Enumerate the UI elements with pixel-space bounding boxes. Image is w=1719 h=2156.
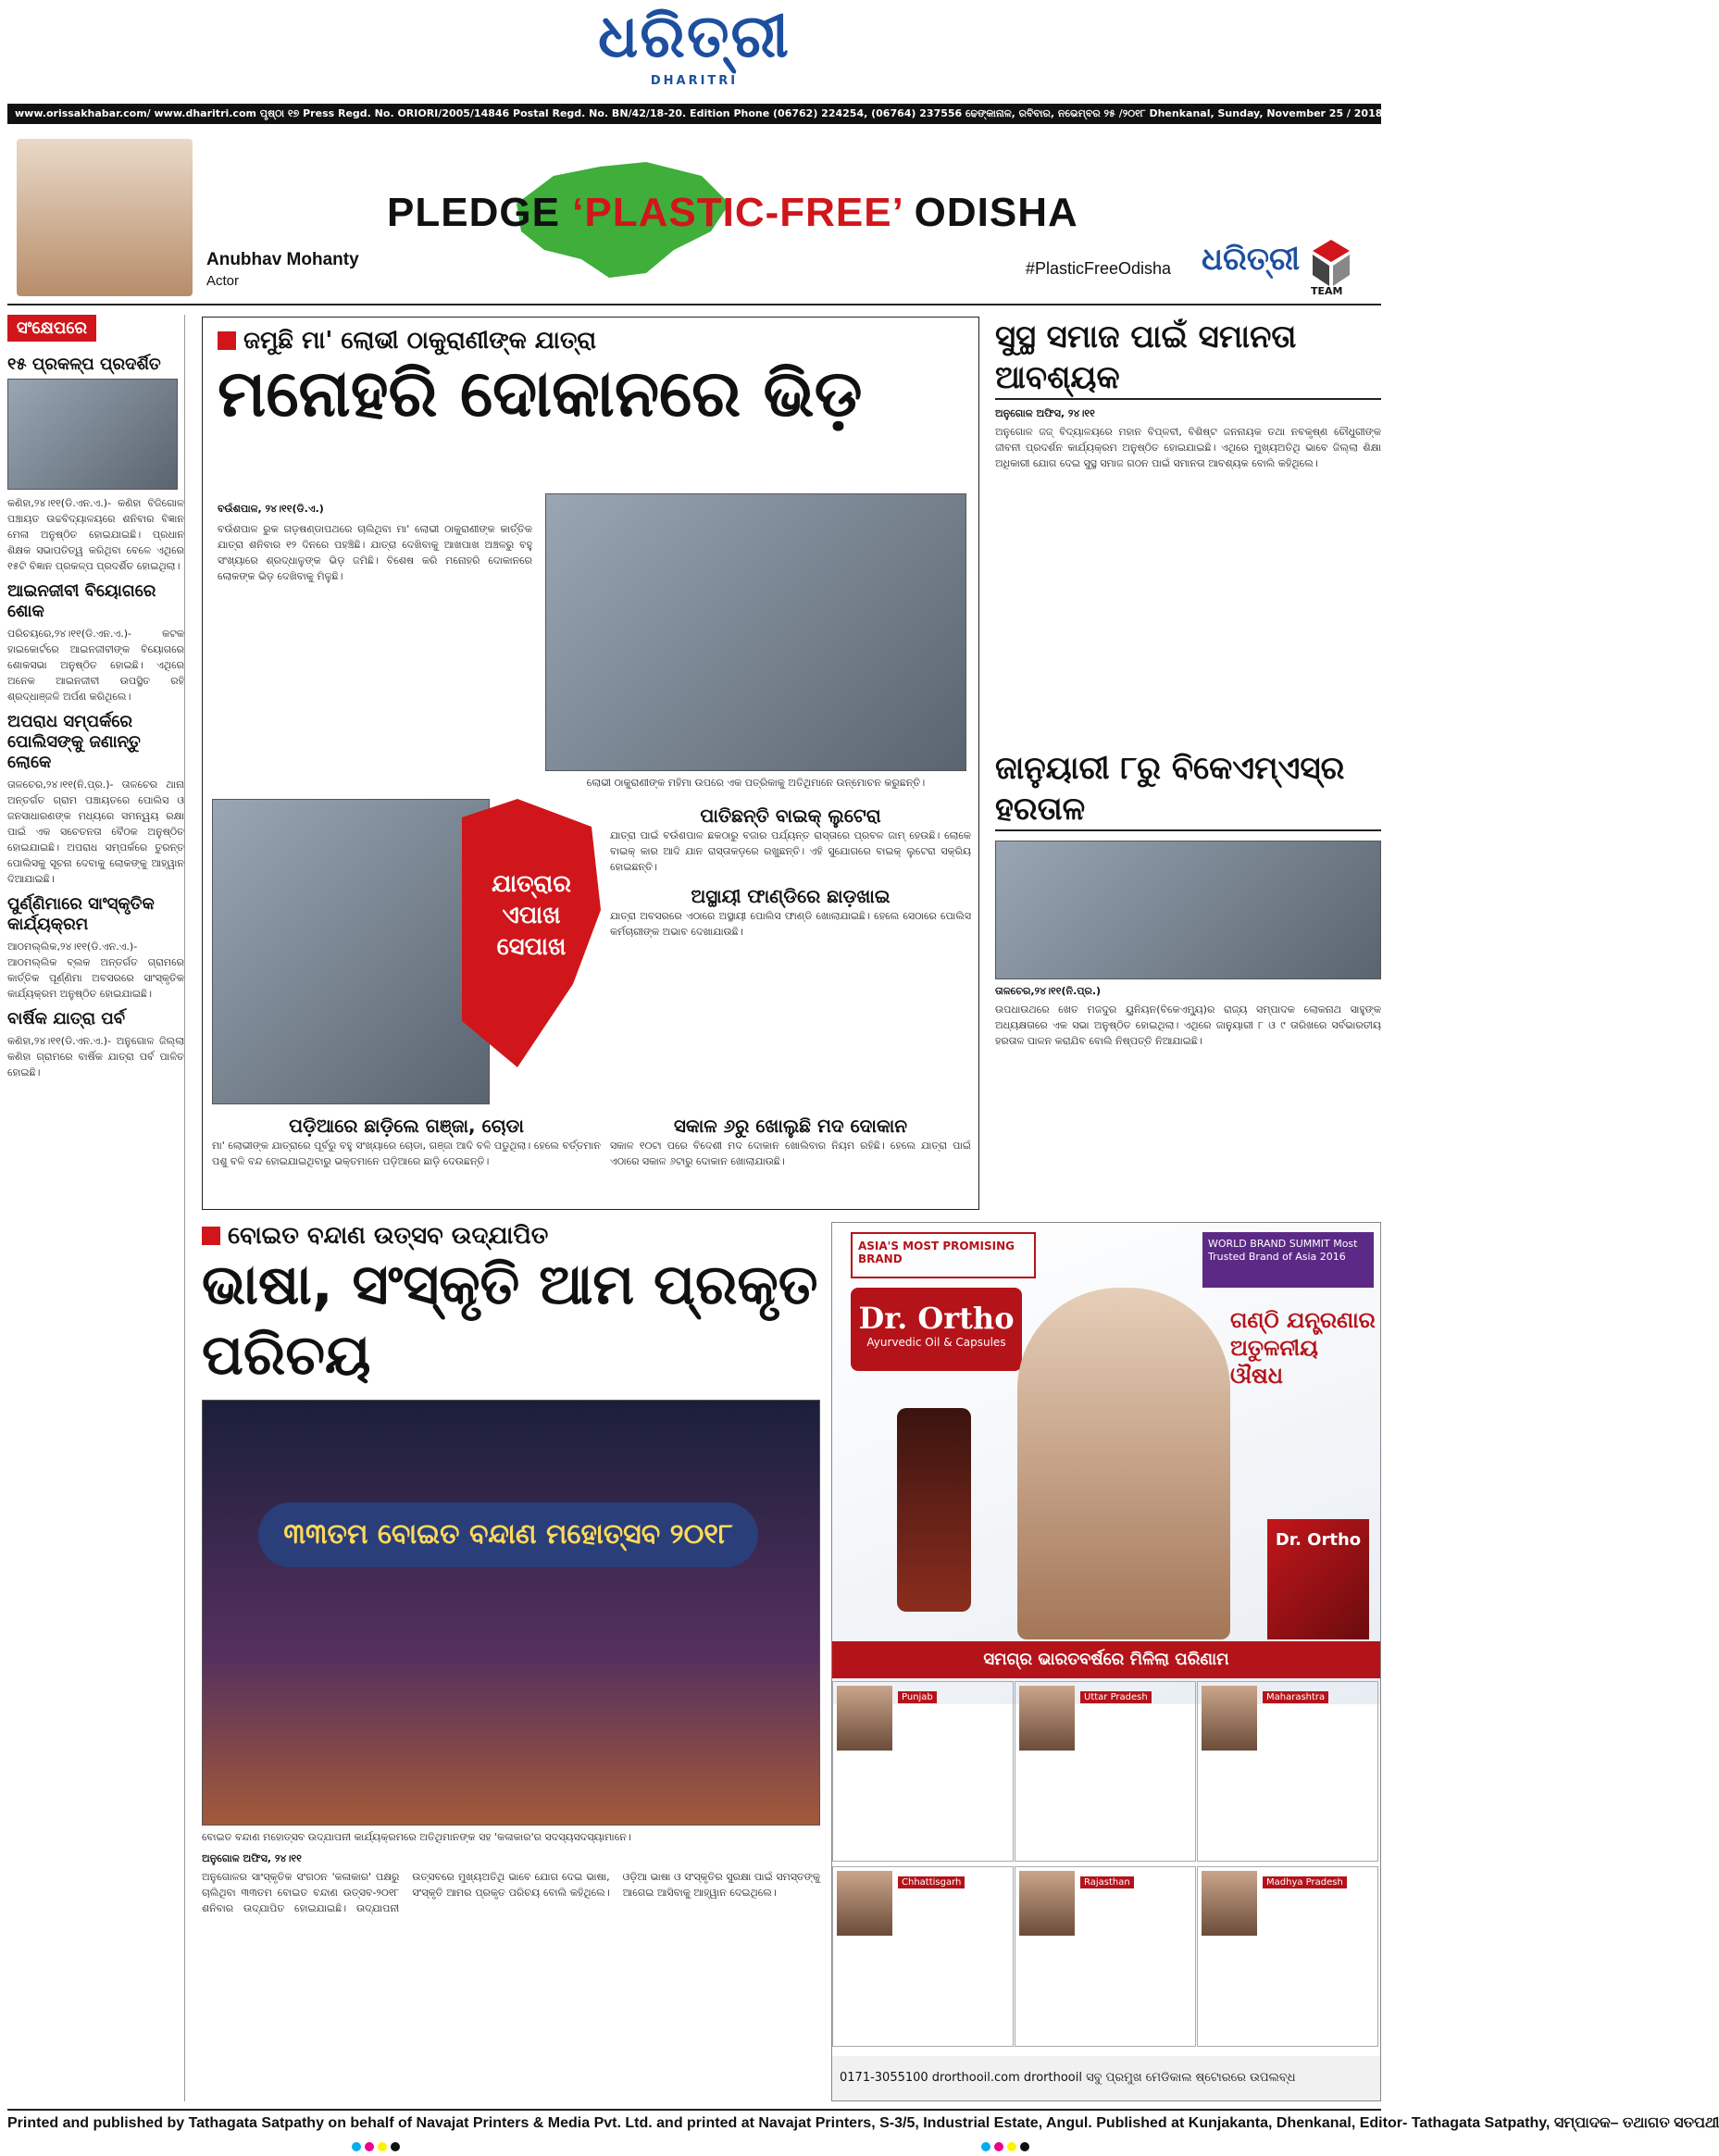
briefs-column <box>7 315 185 2101</box>
side-headline: ସକାଳ ୬ରୁ ଖୋଲୁଛି ମଦ ଦୋକାନ <box>673 1115 908 1137</box>
testimonial-photo <box>837 1871 892 1936</box>
team-label: TEAM <box>1311 285 1343 297</box>
dr-ortho-ad <box>831 1222 1381 2101</box>
main-photo <box>545 493 966 771</box>
fair-photo <box>212 799 490 1104</box>
right-column <box>995 317 1381 1215</box>
brief-item <box>7 712 184 887</box>
team-logo-icon <box>1303 236 1359 292</box>
brief-text: ତାଳଚେର,୨୪।୧୧(ନି.ପ୍ର.)- ତାଳଚେର ଥାନା ଅନ୍ତର୍ଗତ ଗ୍ରାମ ପଞ୍ଚାୟତରେ ପୋଲିସ ଓ ଜନସାଧାରଣଙ୍କ ମଧ୍ୟରେ ସମନ୍ୱୟ ରକ୍ଷା ପାଇଁ ଏକ ସଚେତନତା ବୈଠକ ଅନୁଷ୍ଠିତ ହୋଇଯାଇଛି। ଅପରାଧ ସମ୍ପର୍କରେ ତୁରନ୍ତ ପୋଲିସକୁ ସୂଚନା ଦେବାକୁ ଲୋକଙ୍କୁ ଆହ୍ୱାନ ଦିଆଯାଇଛି। <box>7 779 184 885</box>
testimonial <box>832 1681 1014 1862</box>
story2-photo <box>202 1400 820 1826</box>
story2-caption: ବୋଇତ ବନ୍ଦାଣ ମହୋତ୍ସବ ଉଦ୍‌ଯାପନୀ କାର୍ଯ୍ୟକ୍ରମରେ ଅତିଥିମାନଙ୍କ ସହ 'କଳାକାର'ର ସଦସ୍ୟସଦସ୍ୟାମାନେ। <box>202 1831 631 1843</box>
yellow-dot-icon <box>378 2142 387 2151</box>
ad-brand <box>851 1288 1022 1371</box>
brief-item <box>7 1009 184 1080</box>
brief-item <box>7 894 184 1002</box>
imprint-footer: Printed and published by Tathagata Satpathy on behalf of Navajat Printers & Media Pvt. Ltd. and printed at Navajat Printers, S-3/5, Industrial Estate, Angul. Published at Kunjakanta, Dhenkanal, Editor- Tathagata Satpathy, ସମ୍ପାଦକ– ତଥାଗତ ସତପଥୀ <box>7 2109 1381 2137</box>
testimonial-photo <box>1202 1871 1257 1936</box>
yellow-dot-icon <box>1007 2142 1016 2151</box>
side-item-bottom-left <box>212 1114 601 1169</box>
right-story1-body: ଅନୁଗୋଳ ଜଜ୍ ବିଦ୍ୟାଳୟରେ ମହାନ ବିପ୍ଳବୀ, ବିଶିଷ୍ଟ ଜନନାୟକ ତଥା ନବକୃଷ୍ଣ ଚୌଧୁରୀଙ୍କ ଜୀବନୀ ପ୍ରଦର୍ଶନ କାର୍ଯ୍ୟକ୍ରମ ଅନୁଷ୍ଠିତ ହୋଇଯାଇଛି। ଏଥିରେ ମୁଖ୍ୟଅତିଥି ଭାବେ ଜିଲ୍ଲା ଶିକ୍ଷା ଅଧିକାରୀ ଯୋଗ ଦେଇ ସୁସ୍ଥ ସମାଜ ଗଠନ ପାଇଁ ସମାନତା ଆବଶ୍ୟକ ବୋଲି କହିଥିଲେ। <box>995 426 1381 469</box>
black-dot-icon <box>1020 2142 1029 2151</box>
testimonial-photo <box>837 1686 892 1751</box>
brief-photo <box>7 379 178 490</box>
promo-logo: ଧରିତ୍ରୀ <box>1202 241 1301 278</box>
ad-brand-sub: Ayurvedic Oil & Capsules <box>866 1336 1006 1349</box>
brief-item <box>7 355 184 574</box>
ad-asia-badge: ASIA'S MOST PROMISING BRAND <box>851 1232 1036 1278</box>
side-items <box>610 804 971 940</box>
ad-summit-badge: WORLD BRAND SUMMIT Most Trusted Brand of Asia 2016 <box>1202 1232 1374 1288</box>
brief-item <box>7 581 184 704</box>
promo-title-c: ODISHA <box>914 190 1078 235</box>
testimonial <box>1015 1866 1196 2047</box>
testimonial <box>1015 1681 1196 1862</box>
side-item-bottom-right <box>610 1114 971 1169</box>
main-story <box>202 317 979 1210</box>
brief-headline: ଅପରାଧ ସମ୍ପର୍କରେ ପୋଲିସଙ୍କୁ ଜଣାନ୍ତୁ ଲୋକେ <box>7 712 141 772</box>
briefs-title: ସଂକ୍ଷେପରେ <box>7 315 96 342</box>
side-text: ଯାତ୍ରା ଅବସରରେ ଏଠାରେ ଅସ୍ଥାୟୀ ପୋଲିସ ଫାଣ୍ଡି ଖୋଲାଯାଇଛି। ହେଲେ ସେଠାରେ ପୋଲିସ କର୍ମଚାରୀଙ୍କ ଅଭାବ ଦେଖାଯାଉଛି। <box>610 910 971 938</box>
info-strip: www.orissakhabar.com/ www.dharitri.com ପୃଷ୍ଠା ୧୭ Press Regd. No. ORIORI/2005/14846 Postal Regd. No. BN/42/18-20. Edition Phone (06762) 224254, (06764) 237556 ଢେଙ୍କାନାଳ, ରବିବାର, ନଭେମ୍ବର ୨୫ /୨୦୧୮ Dhenkanal, Sunday, November 25 / 2018 <box>7 104 1381 124</box>
registration-marks <box>0 2138 1389 2156</box>
testimonial <box>1197 1681 1378 1862</box>
testimonial <box>1197 1866 1378 2047</box>
main-kicker: ଜମୁଛି ମା' ଲୋଭୀ ଠାକୁରାଣୀଙ୍କ ଯାତ୍ରା <box>218 327 964 355</box>
right-story1-dateline: ଅନୁଗୋଳ ଅଫିସ, ୨୪।୧୧ <box>995 407 1095 419</box>
right-story1-headline: ସୁସ୍ଥ ସମାଜ ପାଇଁ ସମାନତା ଆବଶ୍ୟକ <box>995 317 1381 400</box>
brief-headline: ପୁର୍ଣ୍ଣିମାରେ ସାଂସ୍କୃତିକ କାର୍ଯ୍ୟକ୍ରମ <box>7 894 155 934</box>
ad-brand-name: Dr. Ortho <box>858 1301 1015 1336</box>
right-story2-headline: ଜାନୁୟାରୀ ୮ରୁ ବିକେଏମ୍ଏସ୍‌ର ହରତାଳ <box>995 748 1381 831</box>
magenta-dot-icon <box>365 2142 374 2151</box>
brief-text: କଣିହା,୨୪।୧୧(ଡି.ଏନ.ଏ.)- ଅନୁଗୋଳ ଜିଲ୍ଲା କଣିହା ଗ୍ରାମରେ ବାର୍ଷିକ ଯାତ୍ରା ପର୍ବ ପାଳିତ ହୋଇଛି। <box>7 1035 184 1078</box>
brief-headline: ୧୫ ପ୍ରକଳ୍ପ ପ୍ରଦର୍ଶିତ <box>7 355 161 374</box>
promo-title <box>387 190 1078 236</box>
cyan-dot-icon <box>981 2142 990 2151</box>
promo-title-a: PLEDGE <box>387 190 560 235</box>
promo-title-b: ‘PLASTIC-FREE’ <box>572 190 903 235</box>
magenta-dot-icon <box>994 2142 1003 2151</box>
brief-headline: ଆଇନଜୀବୀ ବିୟୋଗରେ ଶୋକ <box>7 581 156 621</box>
black-dot-icon <box>391 2142 400 2151</box>
story2-kicker: ବୋଇତ ବନ୍ଦାଣ ଉତ୍ସବ ଉଦ୍‌ଯାପିତ <box>202 1222 820 1250</box>
cyan-dot-icon <box>352 2142 361 2151</box>
testimonial <box>832 1866 1014 2047</box>
boita-bandana-story <box>202 1222 820 2101</box>
right-story2-body: ଉପଧାଉଥରେ ଖେତ ମଜଦୁର ୟୁନିୟନ(ବିକେଏମ୍ୟୁ)ର ରାଜ୍ୟ ସମ୍ପାଦକ ଲୋକନାଥ ସାହୁଙ୍କ ଅଧ୍ୟକ୍ଷତାରେ ଏକ ସଭା ଅନୁଷ୍ଠିତ ହୋଇଥିଲା। ଏଥିରେ ଜାନୁୟାରୀ ୮ ଓ ୯ ତାରିଖରେ ସର୍ବଭାରତୀୟ ହରତାଳ ପାଳନ କରାଯିବ ବୋଲି ନିଷ୍ପତ୍ତି ନିଆଯାଇଛି। <box>995 1003 1381 1047</box>
newspaper-logo-sub: DHARITRI <box>650 74 739 88</box>
testimonial-state: Rajasthan <box>1080 1876 1134 1888</box>
ad-bottle <box>897 1408 971 1612</box>
side-headline: ପାତିଛନ୍ତି ବାଇକ୍ ଲୁଟେରା <box>700 804 881 827</box>
side-headline: ପଡ଼ିଆରେ ଛାଡ଼ିଲେ ଗଞ୍ଜା, ଚୋଡା <box>289 1115 524 1137</box>
testimonial-state: Chhattisgarh <box>898 1876 965 1888</box>
main-photo-caption: ଲୋଭୀ ଠାକୁରାଣୀଙ୍କ ମହିମା ଉପରେ ଏକ ପତ୍ରିକାକୁ ଅତିଥିମାନେ ଉନ୍ମୋଚନ କରୁଛନ୍ତି। <box>586 777 926 789</box>
testimonial-grid <box>832 1681 1380 2051</box>
main-dateline: ବଉଁଶପାଳ, ୨୪।୧୧(ଡି.ଏ.) <box>218 503 324 515</box>
testimonial-photo <box>1202 1686 1257 1751</box>
testimonial-state: Uttar Pradesh <box>1080 1691 1152 1703</box>
story2-dateline: ଅନୁଗୋଳ ଅଫିସ, ୨୪।୧୧ <box>202 1852 302 1864</box>
right-story2-dateline: ତାଳଚେର,୨୪।୧୧(ନି.ପ୍ର.) <box>995 985 1102 997</box>
main-headline: ମନୋହରି ଦୋକାନରେ ଭିଡ଼ <box>218 355 863 431</box>
testimonial-photo <box>1019 1871 1075 1936</box>
testimonial-state: Punjab <box>898 1691 937 1703</box>
ad-footer: 0171-3055100 drorthooil.com drorthooil ସବୁ ପ୍ରମୁଖ ମେଡିକାଲ ଷ୍ଟୋରରେ ଉପଲବ୍ଧ <box>832 2056 1380 2100</box>
right-story2-photo <box>995 841 1381 979</box>
newspaper-logo: ଧରିତ୍ରୀ <box>598 2 791 71</box>
main-body: ବଉଁଶପାଳ ରୁକ ଗଡ଼ଷଣ୍ଡାପଥରେ ଚାଲିଥିବା ମା' ଲୋଭୀ ଠାକୁରାଣୀଙ୍କ କାର୍ତ୍ତିକ ଯାତ୍ରା ଶନିବାର ୧୨ ଦିନରେ ପହଞ୍ଚିଛି। ଯାତ୍ରା ଦେଖିବାକୁ ଆଖପାଖ ଅଞ୍ଚଳରୁ ବହୁ ସଂଖ୍ୟାରେ ଶ୍ରଦ୍ଧାଳୁଙ୍କ ଭିଡ଼ ଜମିଛି। ବିଶେଷ କରି ମନୋହରି ଦୋକାନରେ ଲୋକଙ୍କ ଭିଡ଼ ଦେଖିବାକୁ ମିଳୁଛି। <box>218 523 532 582</box>
actor-photo <box>17 139 193 296</box>
testimonial-state: Madhya Pradesh <box>1263 1876 1347 1888</box>
story2-headline: ଭାଷା, ସଂସ୍କୃତି ଆମ ପ୍ରକୃତ ପରିଚୟ <box>202 1252 818 1388</box>
ad-tagline: ଗଣ୍ଠି ଯନ୍ତ୍ରଣାର ଅତୁଳନୀୟ ଔଷଧ <box>1230 1307 1376 1389</box>
story2-body: ଅନୁଗୋଳର ସାଂସ୍କୃତିକ ସଂଗଠନ 'କଳାକାର' ପକ୍ଷରୁ ଚାଲିଥିବା ୩୩ତମ ବୋଇତ ବନ୍ଦାଣ ଉତ୍ସବ-୨୦୧୮ ଶନିବାର ଉଦ୍‌ଯାପିତ ହୋଇଯାଇଛି। ଉଦ୍‌ଯାପନୀ ଉତ୍ସବରେ ମୁଖ୍ୟଅତିଥି ଭାବେ ଯୋଗ ଦେଇ ଭାଷା, ସଂସ୍କୃତି ଆମର ପ୍ରକୃତ ପରିଚୟ ବୋଲି କହିଥିଲେ। ଓଡ଼ିଆ ଭାଷା ଓ ସଂସ୍କୃତିର ସୁରକ୍ଷା ପାଇଁ ସମସ୍ତଙ୍କୁ ଆଗେଇ ଆସିବାକୁ ଆହ୍ୱାନ ଦେଇଥିଲେ। <box>202 1871 820 1914</box>
badge-text: ଯାତ୍ରାର ଏପାଖ ସେପାଖ <box>492 870 571 961</box>
testimonial-state: Maharashtra <box>1263 1691 1328 1703</box>
side-headline: ଅସ୍ଥାୟୀ ଫାଣ୍ଡିରେ ଛାଡ଼ଖାଇ <box>691 885 891 907</box>
promo-banner <box>7 130 1381 305</box>
actor-name: Anubhav Mohanty <box>206 250 359 269</box>
actor-role: Actor <box>206 273 240 289</box>
side-text: ସକାଳ ୧୦ଟା ପରେ ବିଦେଶୀ ମଦ ଦୋକାନ ଖୋଲିବାର ନିୟମ ରହିଛି। ହେଲେ ଯାତ୍ରା ପାଇଁ ଏଠାରେ ସକାଳ ୬ଟାରୁ ଦୋକାନ ଖୋଲାଯାଉଛି। <box>610 1140 971 1167</box>
promo-hashtag: #PlasticFreeOdisha <box>1026 259 1172 278</box>
brief-text: ଆଠମଲ୍ଲିକ,୨୪।୧୧(ଡି.ଏନ.ଏ.)- ଆଠମଲ୍ଲିକ ବ୍ଲକ ଅନ୍ତର୍ଗତ ଗ୍ରାମରେ କାର୍ତ୍ତିକ ପୂର୍ଣ୍ଣିମା ଅବସରରେ ସାଂସ୍କୃତିକ କାର୍ଯ୍ୟକ୍ରମ ଅନୁଷ୍ଠିତ ହୋଇଯାଇଛି। <box>7 941 184 1000</box>
main-body-block <box>218 503 532 780</box>
ad-band: ସମଗ୍ର ଭାରତବର୍ଷରେ ମିଳିଲା ପରିଣାମ <box>832 1641 1380 1678</box>
masthead <box>0 0 1389 102</box>
brief-text: ପରିଚୟରେ,୨୪।୧୧(ଡି.ଏନ.ଏ.)- କଟକ ହାଇକୋର୍ଟରେ ଆଇନଜୀବୀଙ୍କ ବିୟୋଗରେ ଶୋକସଭା ଅନୁଷ୍ଠିତ ହୋଇଛି। ଏଥିରେ ଅନେକ ଆଇନଜୀବୀ ଉପସ୍ଥିତ ରହି ଶ୍ରଦ୍ଧାଞ୍ଜଳି ଅର୍ପଣ କରିଥିଲେ। <box>7 628 184 703</box>
side-text: ମା' ଲୋଭୀଙ୍କ ଯାତ୍ରାରେ ପୂର୍ବରୁ ବହୁ ସଂଖ୍ୟାରେ ଚୋଡା, ଗଞ୍ଜା ଆଦି ବଳି ପଡୁଥିଲା। ହେଲେ ବର୍ତ୍ତମାନ ପଶୁ ବଳି ବନ୍ଦ ହୋଇଯାଇଥିବାରୁ ଭକ୍ତମାନେ ପଡ଼ିଆରେ ଛାଡ଼ି ଦେଉଛନ୍ତି। <box>212 1140 601 1167</box>
brief-text: କଣିହା,୨୪।୧୧(ଡି.ଏନ.ଏ.)- କଣିହା ବିଜିଗୋଳ ପଞ୍ଚାୟତ ଉଚ୍ଚବିଦ୍ୟାଳୟରେ ଶନିବାର ବିଜ୍ଞାନ ମେଳା ଅନୁଷ୍ଠିତ ହୋଇଯାଇଛି। ପ୍ରଧାନ ଶିକ୍ଷକ ସଭାପତିତ୍ୱ କରିଥିବା ବେଳେ ଏଥିରେ ୧୫ଟି ବିଜ୍ଞାନ ପ୍ରକଳ୍ପ ପ୍ରଦର୍ଶିତ ହୋଇଥିଲା। <box>7 497 184 572</box>
testimonial-photo <box>1019 1686 1075 1751</box>
festival-banner: ୩୩ତମ ବୋଇତ ବନ୍ଦାଣ ମହୋତ୍ସବ ୨୦୧୮ <box>258 1502 758 1567</box>
side-text: ଯାତ୍ରା ପାଇଁ ବଉଁଶପାଳ ଛକଠାରୁ ବଜାର ପର୍ଯ୍ୟନ୍ତ ରାସ୍ତାରେ ପ୍ରବଳ ଜାମ୍ ହେଉଛି। ଲୋକେ ବାଇକ୍ କାର ଆଦି ଯାନ ରାସ୍ତାକଡ଼ରେ ରଖୁଛନ୍ତି। ଏହି ସୁଯୋଗରେ ବାଇକ୍ ଲୁଟେରା ସକ୍ରିୟ ହୋଇଛନ୍ତି। <box>610 829 971 873</box>
ad-model-photo <box>1017 1288 1230 1639</box>
brief-headline: ବାର୍ଷିକ ଯାତ୍ରା ପର୍ବ <box>7 1009 126 1028</box>
ad-product-box: Dr. Ortho <box>1267 1519 1369 1639</box>
